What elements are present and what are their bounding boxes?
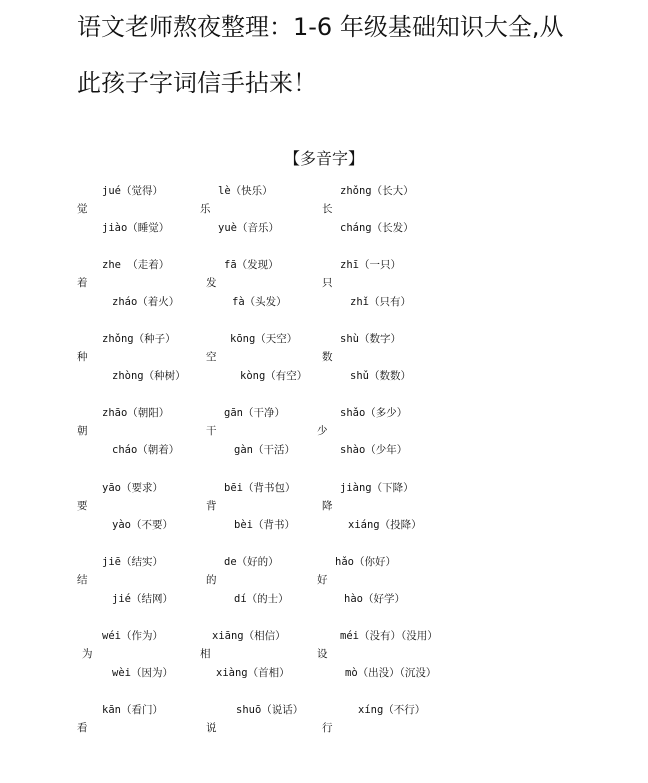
polyphone-character: 只 xyxy=(322,277,333,289)
polyphone-reading-bottom: cháo（朝着） xyxy=(112,444,180,456)
polyphone-character: 行 xyxy=(322,722,333,734)
polyphone-reading-top: lè（快乐） xyxy=(218,185,273,197)
polyphone-character: 背 xyxy=(206,500,217,512)
polyphone-character: 结 xyxy=(77,574,88,586)
polyphone-reading-top: zhǒng（种子） xyxy=(102,333,176,345)
polyphone-character: 朝 xyxy=(77,425,88,437)
polyphone-character: 降 xyxy=(322,500,333,512)
polyphone-reading-bottom: hào（好学） xyxy=(344,593,405,605)
polyphone-row xyxy=(0,481,648,561)
polyphone-character: 长 xyxy=(322,203,333,215)
polyphone-reading-top: zhe （走着） xyxy=(102,259,170,271)
polyphone-reading-top: xiāng（相信） xyxy=(212,630,286,642)
polyphone-row xyxy=(0,703,648,783)
polyphone-reading-top: xíng（不行） xyxy=(358,704,426,716)
polyphone-reading-top: yāo（要求） xyxy=(102,482,163,494)
polyphone-reading-bottom: shǔ（数数） xyxy=(350,370,411,382)
polyphone-row xyxy=(0,332,648,412)
polyphone-reading-top: de（好的） xyxy=(224,556,279,568)
polyphone-reading-bottom: dí（的士） xyxy=(234,593,289,605)
polyphone-character: 着 xyxy=(77,277,88,289)
polyphone-reading-bottom: yuè（音乐） xyxy=(218,222,279,234)
polyphone-reading-bottom: zháo（着火） xyxy=(112,296,180,308)
polyphone-reading-top: jiàng（下降） xyxy=(340,482,414,494)
polyphone-row xyxy=(0,629,648,709)
polyphone-character: 少 xyxy=(317,425,328,437)
polyphone-character: 好 xyxy=(317,574,328,586)
article-headline-line-2: 此孩子字词信手拈来！ xyxy=(77,69,317,97)
polyphone-row xyxy=(0,555,648,635)
polyphone-reading-top: gān（干净） xyxy=(224,407,285,419)
polyphone-row xyxy=(0,258,648,338)
polyphone-character: 看 xyxy=(77,722,88,734)
polyphone-reading-bottom: fà（头发） xyxy=(232,296,287,308)
polyphone-reading-bottom: kòng（有空） xyxy=(240,370,308,382)
polyphone-reading-bottom: wèi（因为） xyxy=(112,667,173,679)
polyphone-row xyxy=(0,406,648,486)
polyphone-reading-bottom: bèi（背书） xyxy=(234,519,295,531)
article-headline-line-1: 语文老师熬夜整理：1-6 年级基础知识大全,从 xyxy=(77,13,564,41)
polyphone-reading-top: fā（发现） xyxy=(224,259,279,271)
polyphone-reading-top: bēi（背书包） xyxy=(224,482,296,494)
polyphone-reading-bottom: mò（出没）（沉没） xyxy=(345,667,437,679)
polyphone-reading-bottom: gàn（干活） xyxy=(234,444,295,456)
polyphone-character: 设 xyxy=(317,648,328,660)
polyphone-character: 为 xyxy=(82,648,93,660)
polyphone-reading-bottom: zhòng（种树） xyxy=(112,370,186,382)
polyphone-reading-top: hǎo（你好） xyxy=(335,556,396,568)
polyphone-character: 数 xyxy=(322,351,333,363)
polyphone-reading-top: shuō（说话） xyxy=(236,704,304,716)
polyphone-reading-top: shǎo（多少） xyxy=(340,407,408,419)
polyphone-character: 说 xyxy=(206,722,217,734)
polyphone-reading-top: wéi（作为） xyxy=(102,630,163,642)
polyphone-reading-bottom: xiàng（首相） xyxy=(216,667,290,679)
polyphone-reading-top: shù（数字） xyxy=(340,333,401,345)
polyphone-character: 乐 xyxy=(200,203,211,215)
polyphone-character: 种 xyxy=(77,351,88,363)
polyphone-reading-bottom: cháng（长发） xyxy=(340,222,414,234)
polyphone-character: 干 xyxy=(206,425,217,437)
polyphone-character: 的 xyxy=(206,574,217,586)
polyphone-reading-top: kān（看门） xyxy=(102,704,163,716)
polyphone-reading-bottom: yào（不要） xyxy=(112,519,173,531)
polyphone-reading-bottom: jiào（睡觉） xyxy=(102,222,170,234)
polyphone-reading-top: zhāo（朝阳） xyxy=(102,407,170,419)
polyphone-character: 发 xyxy=(206,277,217,289)
polyphone-row xyxy=(0,184,648,264)
section-title: 【多音字】 xyxy=(283,149,364,168)
polyphone-reading-bottom: zhǐ（只有） xyxy=(350,296,411,308)
polyphone-reading-top: jiē（结实） xyxy=(102,556,163,568)
polyphone-reading-top: jué（觉得） xyxy=(102,185,163,197)
polyphone-reading-top: kōng（天空） xyxy=(230,333,298,345)
polyphone-reading-top: zhǒng（长大） xyxy=(340,185,414,197)
polyphone-character: 空 xyxy=(206,351,217,363)
polyphone-reading-top: méi（没有）（没用） xyxy=(340,630,438,642)
polyphone-reading-bottom: jié（结网） xyxy=(112,593,173,605)
polyphone-character: 要 xyxy=(77,500,88,512)
polyphone-character: 相 xyxy=(200,648,211,660)
polyphone-reading-top: zhī（一只） xyxy=(340,259,401,271)
polyphone-reading-bottom: shào（少年） xyxy=(340,444,408,456)
polyphone-reading-bottom: xiáng（投降） xyxy=(348,519,422,531)
polyphone-character: 觉 xyxy=(77,203,88,215)
